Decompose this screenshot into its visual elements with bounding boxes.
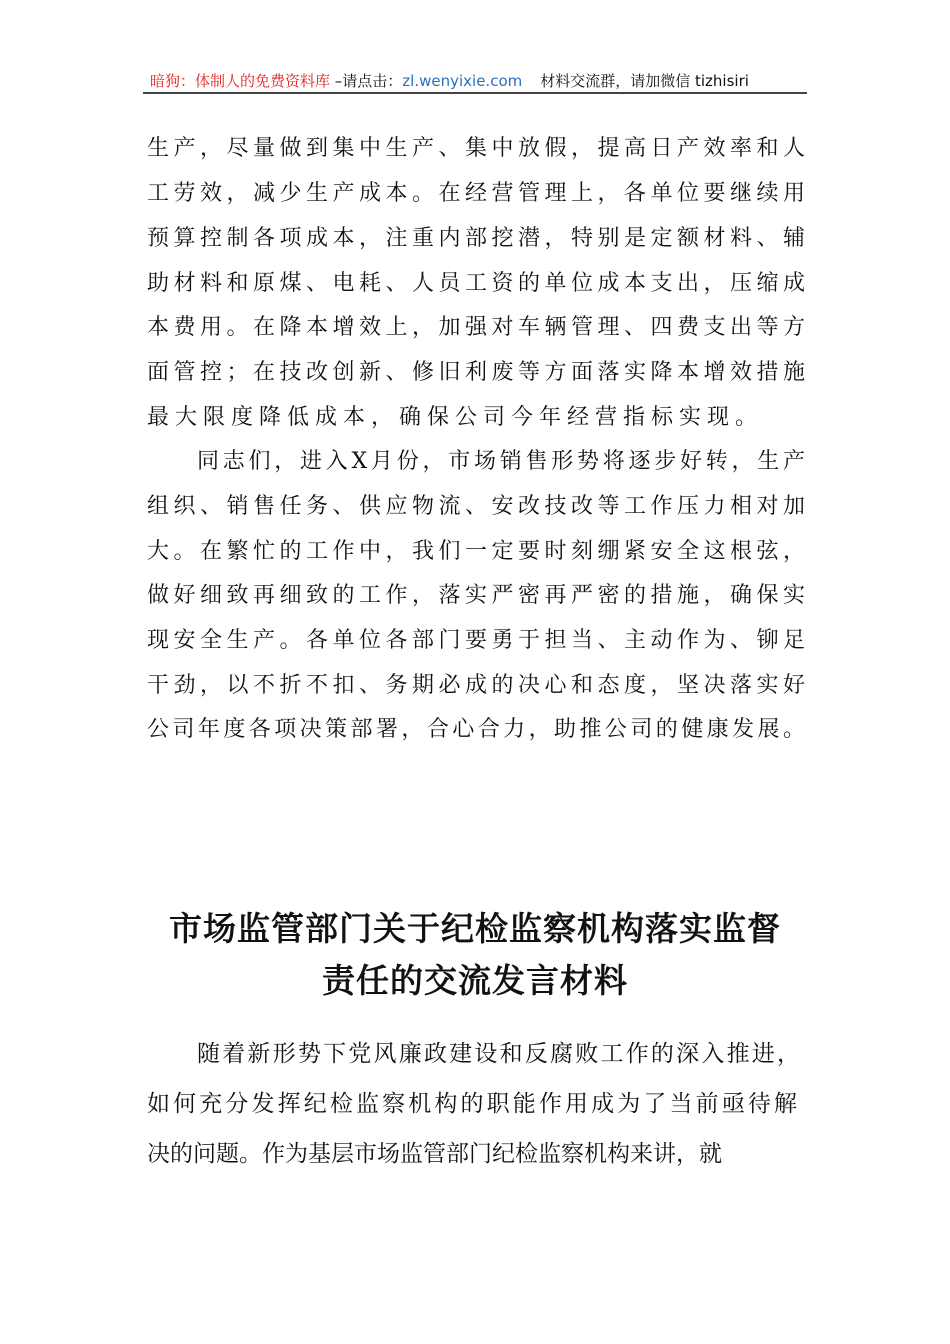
body-line: 做好细致再细致的工作，落实严密再严密的措施，确保实 [147, 583, 805, 608]
body-line: 最大限度降低成本，确保公司今年经营指标实现。 [147, 405, 764, 430]
header-divider [143, 92, 807, 94]
body-line: 同志们，进入X月份，市场销售形势将逐步好转，生产 [197, 449, 805, 474]
body-line: 干劲，以不折不扣、务期必成的决心和态度，坚决落实好 [147, 673, 805, 698]
header-wechat-note: 材料交流群，请加微信 tizhisiri [540, 72, 749, 90]
body-line: 决的问题。作为基层市场监管部门纪检监察机构来讲，就 [147, 1141, 722, 1167]
page-header [150, 70, 749, 91]
body-line: 大。在繁忙的工作中，我们一定要时刻绷紧安全这根弦， [147, 539, 805, 564]
body-line: 现安全生产。各单位各部门要勇于担当、主动作为、铆足 [147, 628, 805, 653]
body-line: 组织、销售任务、供应物流、安改技改等工作压力相对加 [147, 494, 805, 519]
section-title-line1: 市场监管部门关于纪检监察机构落实监督 [169, 909, 781, 948]
body-line: 随着新形势下党风廉政建设和反腐败工作的深入推进， [197, 1041, 800, 1067]
header-link[interactable]: zl.wenyixie.com [402, 72, 523, 90]
body-line: 公司年度各项决策部署，合心合力，助推公司的健康发展。 [147, 717, 805, 742]
body-line: 面管控；在技改创新、修旧利废等方面落实降本增效措施 [147, 360, 805, 385]
body-line: 工劳效，减少生产成本。在经营管理上，各单位要继续用 [147, 181, 805, 206]
section-title-line2: 责任的交流发言材料 [322, 961, 628, 1000]
body-line: 预算控制各项成本，注重内部挖潜，特别是定额材料、辅 [147, 226, 805, 251]
header-site-name: 暗狗：体制人的免费资料库 [150, 72, 331, 90]
body-line: 如何充分发挥纪检监察机构的职能作用成为了当前亟待解 [147, 1091, 797, 1117]
body-line: 生产，尽量做到集中生产、集中放假，提高日产效率和人 [147, 136, 805, 161]
body-line: 助材料和原煤、电耗、人员工资的单位成本支出，压缩成 [147, 271, 805, 296]
body-line: 本费用。在降本增效上，加强对车辆管理、四费支出等方 [147, 315, 805, 340]
header-click-prompt: –请点击： [330, 72, 403, 90]
